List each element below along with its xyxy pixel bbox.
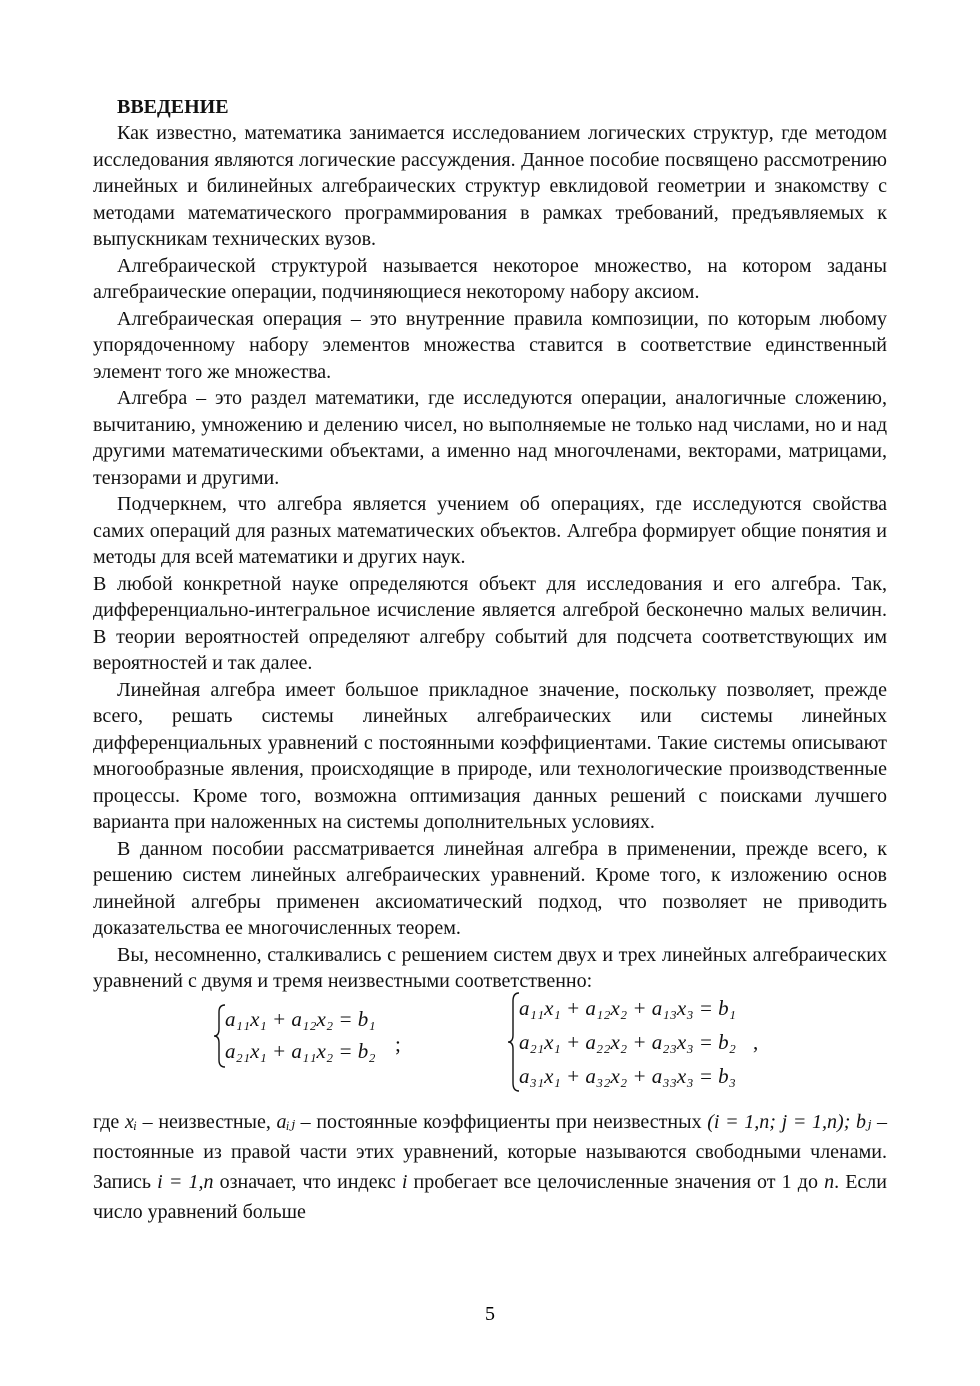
paragraph-after-systems bbox=[93, 1107, 887, 1227]
equation-row: a₁₁x₁ + a₁₂x₂ = b₁ bbox=[225, 1006, 376, 1031]
math-symbol: aᵢⱼ bbox=[276, 1110, 295, 1133]
text-run: где bbox=[93, 1110, 125, 1133]
text-run: означает, что индекс bbox=[213, 1170, 402, 1193]
equation-row: a₂₁x₁ + a₂₂x₂ + a₂₃x₃ = b₂ bbox=[519, 1029, 736, 1054]
paragraph: Линейная алгебра имеет большое прикладное значение, поскольку позволяет, прежде всего, решать системы линейных алгебраических или системы линейных дифференциальных уравнений с постоянными коэффициентами. Такие системы описывают многообразные явления, происходящие в природе, или технологические производственные процессы. Кроме того, возможна оптимизация данных решений с поисками лучшего варианта при наложенных на системы дополнительных условиях. bbox=[93, 678, 887, 833]
index-range: i = 1,n bbox=[157, 1170, 214, 1193]
text-run: – постоянные из правой части этих уравнений, которые называются свободными членами. Запись bbox=[93, 1110, 887, 1193]
math-symbol: bⱼ bbox=[856, 1110, 872, 1133]
text-run: – неизвестные, bbox=[136, 1110, 277, 1133]
paragraph: Алгебраическая операция – это внутренние правила композиции, по которым любому упорядоченному набору элементов множества ставится в соответствие единственный элемент того же множества. bbox=[93, 307, 887, 383]
math-symbol: i bbox=[401, 1170, 408, 1193]
paragraph: Вы, несомненно, сталкивались с решением систем двух и трех линейных алгебраических уравнений с двумя и тремя неизвестными соответственно: bbox=[93, 943, 887, 992]
punctuation: , bbox=[753, 1029, 759, 1054]
punctuation: ; bbox=[395, 1031, 401, 1056]
index-range: (i = 1,n; j = 1,n); bbox=[707, 1110, 851, 1133]
paragraph: Алгебра – это раздел математики, где исследуются операции, аналогичные сложению, вычитанию, умножению и делению чисел, но выполняемые не только над числами, но и над другими математическими объектами, а именно над многочленами, векторами, матрицами, тензорами и другими. bbox=[93, 387, 887, 489]
page-number: 5 bbox=[485, 1303, 495, 1325]
paragraph: В данном пособии рассматривается линейная алгебра в применении, прежде всего, к решению систем линейных алгебраических уравнений. Кроме того, к изложению основ линейной алгебры применен аксиоматический подход, что позволяет не приводить доказательства ее многочисленных теорем. bbox=[93, 837, 887, 939]
paragraph: Как известно, математика занимается исследованием логических структур, где методом исследования являются логические рассуждения. Данное пособие посвящено рассмотрению линейных и билинейных алгебраических структур евклидовой геометрии и знакомству с методами математического программирования в рамках требований, предъявляемых к выпускникам технических вузов. bbox=[93, 122, 887, 250]
document-page bbox=[93, 94, 887, 1227]
equation-row: a₂₁x₁ + a₁₁x₂ = b₂ bbox=[225, 1038, 376, 1063]
text-run: пробегает все целочисленные значения от 1 до bbox=[407, 1170, 825, 1193]
section-heading: ВВЕДЕНИЕ bbox=[117, 96, 229, 118]
paragraph: В любой конкретной науке определяются объект для исследования и его алгебра. Так, дифференциально-интегральное исчисление является алгеброй бесконечно малых величин. В теории вероятностей определяют алгебру событий для подсчета соответствующих им вероятностей и так далее. bbox=[93, 572, 887, 674]
equation-row: a₁₁x₁ + a₁₂x₂ + a₁₃x₃ = b₁ bbox=[519, 995, 736, 1020]
paragraph: Алгебраической структурой называется некоторое множество, на котором заданы алгебраические операции, подчиняющиеся некоторому набору аксиом. bbox=[93, 254, 887, 303]
equation-systems bbox=[93, 997, 887, 1103]
text-run: . Если число уравнений больше bbox=[93, 1170, 887, 1223]
equation-row: a₃₁x₁ + a₃₂x₂ + a₃₃x₃ = b₃ bbox=[519, 1063, 736, 1088]
text-run: – постоянные коэффициенты при неизвестных bbox=[294, 1110, 708, 1133]
math-symbol: xᵢ bbox=[124, 1110, 137, 1133]
math-symbol: n bbox=[824, 1170, 835, 1193]
paragraph: Подчеркнем, что алгебра является учением об операциях, где исследуются свойства самих операций для разных математических объектов. Алгебра формирует общие понятия и методы для всей математики и других наук. bbox=[93, 493, 887, 568]
